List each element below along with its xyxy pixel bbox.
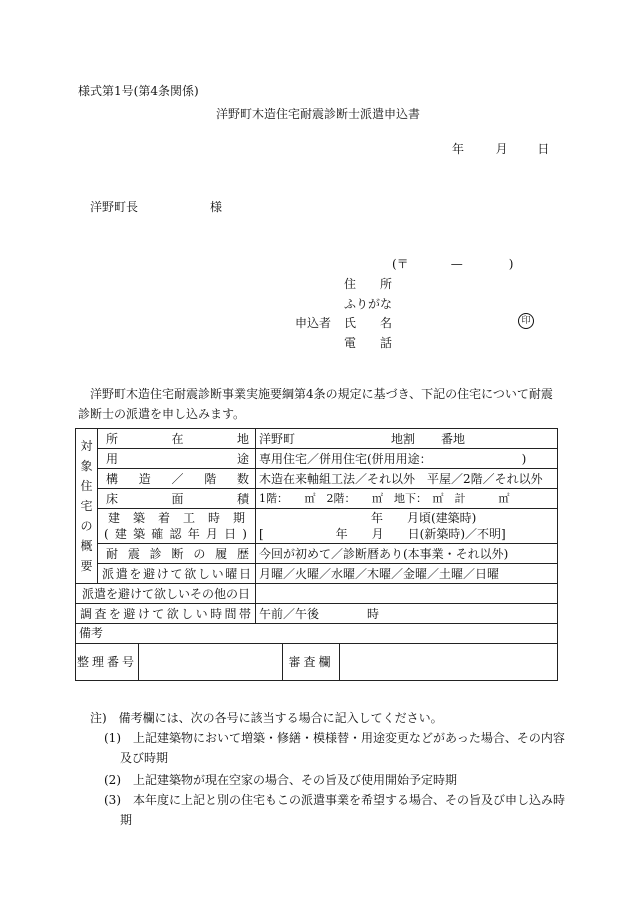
postal-close: ) [508, 257, 514, 271]
location-chiwari: 地割 [391, 431, 416, 446]
property-outline-side-label [76, 429, 98, 584]
note-item-2: (2) 上記建築物が現在空家の場合、その旨及び使用開始予定時期 [104, 773, 458, 787]
construction-value-line2: [ 年 月 日(新築時)／不明] [259, 527, 506, 541]
location-banchi: 番地 [441, 431, 466, 446]
structure-value[interactable]: 木造在来軸組工法／それ以外 平屋／2階／それ以外 [256, 469, 558, 489]
intro-text: 洋野町木造住宅耐震診断事業実施要綱第4条の規定に基づき、下記の住宅について耐震診断士の派遣を申し込みます。 [78, 387, 553, 421]
furigana-label: ふりがな [344, 297, 393, 311]
application-table [75, 428, 558, 681]
avoid-other-day-label: 派遣を避けて欲しいその他の日 [76, 584, 256, 604]
side-char: の [80, 519, 93, 533]
addressee-name: 洋野町長 [90, 200, 139, 214]
note-item-3: (3) 本年度に上記と別の住宅もこの派遣事業を希望する場合、その旨及び申し込み時 [104, 793, 566, 807]
postal-dash: — [450, 257, 463, 271]
side-char: 要 [80, 559, 93, 573]
address-label: 住 所 [344, 277, 393, 291]
history-value[interactable]: 今回が初めて／診断暦あり(本事業・それ以外) [256, 544, 558, 564]
addressee-honorific: 様 [210, 200, 223, 214]
remarks-label: 備考 [79, 626, 104, 640]
office-use-row [76, 644, 558, 681]
date-year: 年 [452, 142, 465, 156]
side-char: 概 [80, 539, 93, 553]
location-label: 所在地 [98, 429, 256, 449]
side-char: 象 [80, 459, 93, 473]
structure-label: 構造／階数 [98, 469, 256, 489]
history-label: 耐震診断の履歴 [98, 544, 256, 564]
document-title: 洋野町木造住宅耐震診断士派遣申込書 [215, 107, 420, 121]
construction-period-value[interactable] [256, 509, 558, 544]
construction-period-label [98, 509, 256, 544]
avoid-day-value[interactable]: 月曜／火曜／水曜／木曜／金曜／土曜／日曜 [256, 564, 558, 584]
location-town: 洋野町 [259, 431, 296, 446]
avoid-time-value[interactable]: 午前／午後 時 [256, 604, 558, 624]
form-number: 様式第1号(第4条関係) [78, 84, 199, 98]
remarks-field[interactable] [76, 624, 558, 644]
avoid-other-day-value[interactable] [256, 584, 558, 604]
seal-mark: 印 [518, 313, 534, 329]
location-value[interactable] [256, 429, 558, 449]
addressee [90, 198, 222, 215]
review-label: 審査欄 [283, 644, 340, 680]
application-date [452, 140, 549, 157]
avoid-day-label: 派遣を避けて欲しい曜日 [98, 564, 256, 584]
construction-label-line2: (建築確認年月日) [104, 527, 247, 541]
review-field[interactable] [340, 644, 557, 680]
note-item-1-cont: 及び時期 [120, 751, 169, 765]
date-day: 日 [537, 142, 550, 156]
note-item-3-cont: 期 [120, 813, 133, 827]
side-char: 宅 [80, 499, 93, 513]
postal-open: (〒 [392, 257, 409, 271]
applicant-label: 申込者 [295, 316, 332, 330]
avoid-time-label: 調査を避けて欲しい時間帯 [76, 604, 256, 624]
floor-area-label: 床面積 [98, 489, 256, 509]
reference-number-field[interactable] [139, 644, 283, 680]
reference-number-label: 整理番号 [76, 644, 139, 680]
floor-area-value[interactable]: 1階： ㎡ 2階： ㎡ 地下： ㎡ 計 ㎡ [256, 489, 558, 509]
phone-label: 電 話 [344, 336, 393, 350]
side-char: 住 [80, 479, 93, 493]
notes-heading: 注) 備考欄には、次の各号に該当する場合に記入してください。 [90, 711, 443, 725]
use-value[interactable]: 専用住宅／併用住宅(併用用途： ) [256, 449, 558, 469]
name-label: 氏 名 [344, 316, 393, 330]
postal-code [392, 255, 513, 272]
construction-label-line1: 建築着工時期 [108, 511, 245, 525]
note-item-1: (1) 上記建築物において増築・修繕・模様替・用途変更などがあった場合、その内容 [104, 731, 565, 745]
use-label: 用途 [98, 449, 256, 469]
side-char: 対 [80, 439, 93, 453]
construction-value-line1: 年 月頃(建築時) [371, 511, 477, 525]
date-month: 月 [495, 142, 508, 156]
